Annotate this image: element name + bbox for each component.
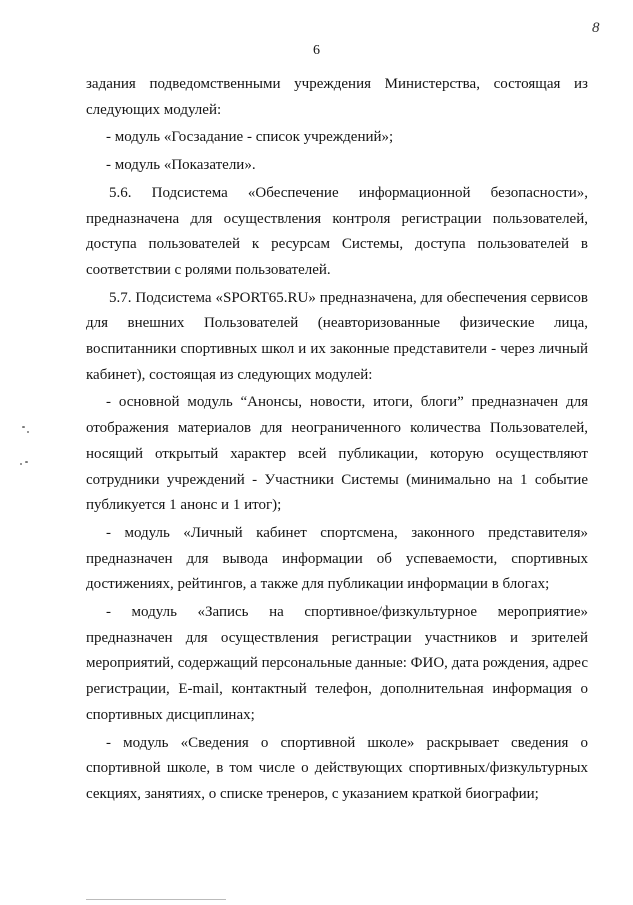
list-item-pokazateli: - модуль «Показатели». [106, 157, 256, 174]
scan-speck [22, 426, 25, 428]
section-5-6: 5.6. Подсистема «Обеспечение информационной безопасности», предназначена для осуществления контроля регистрации пользователей, доступа пользователей к ресурсам Системы, доступа пользователей в соответствии с ролями пользователей. [86, 184, 588, 278]
paragraph-intro: задания подведомственными учреждения Министерства, состоящая из следующих модулей: [86, 76, 588, 118]
list-item-school-info: - модуль «Сведения о спортивной школе» раскрывает сведения о спортивной школе, в том числе о действующих спортивных/физкультурных секциях, занятиях, о списке тренеров, с указанием краткой биографии; [86, 734, 588, 802]
page-number: 6 [313, 43, 320, 58]
scan-speck [25, 461, 28, 463]
document-body [86, 72, 588, 808]
scan-speck [27, 431, 29, 433]
list-item-event-registration: - модуль «Запись на спортивное/физкультурное мероприятие» предназначен для осуществления регистрации участников и зрителей мероприятий, содержащий персональные данные: ФИО, дата рождения, адрес регистрации, E-mail, контактный телефон, дополнительная информация о спортивных дисциплинах; [86, 604, 588, 723]
list-item-personal-cabinet: - модуль «Личный кабинет спортсмена, законного представителя» предназначен для вывода информации об успеваемости, спортивных достижениях, рейтингов, а также для публикации информации в блогах; [86, 524, 588, 593]
list-item-announcements: - основной модуль “Анонсы, новости, итоги, блоги” предназначен для отображения материалов для неограниченного количества Пользователей, носящий открытый характер всей публикации, которую осуществляют сотрудники учреждений - Участники Системы (минимально на 1 событие публикуется 1 анонс и 1 итог); [86, 394, 588, 514]
list-item-goszadanie: - модуль «Госзадание - список учреждений»; [106, 129, 394, 146]
section-5-7: 5.7. Подсистема «SPORT65.RU» предназначена, для обеспечения сервисов для внешних Пользователей (неавторизованные физические лица, воспитанники спортивных школ и их законные представители - через личный кабинет), состоящая из следующих модулей: [86, 289, 588, 383]
scan-speck [20, 463, 22, 465]
handwritten-page-mark: 8 [592, 20, 600, 36]
scan-edge-line [86, 899, 226, 900]
